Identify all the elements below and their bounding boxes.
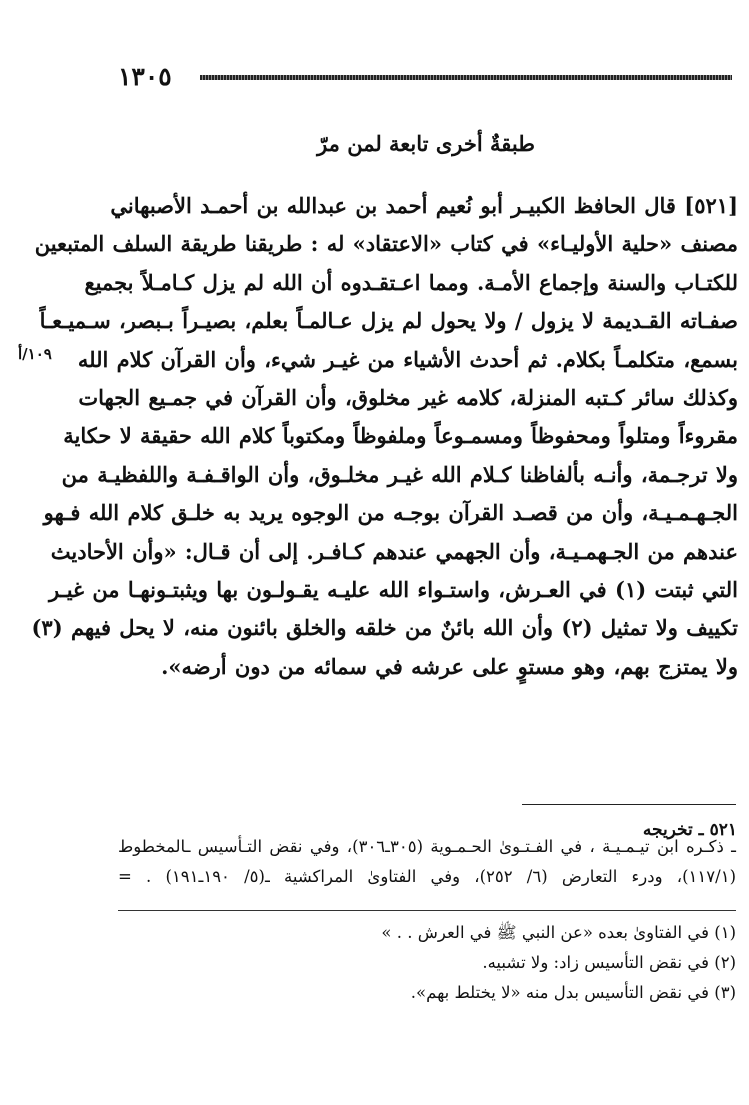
margin-folio-note: ١٠٩/أ	[18, 345, 52, 363]
takhrij-line: ـ ذكـره ابن تيـمـيـة ، في الفـتـوىٰ الحـمـوية (٣٠٥ـ٣٠٦)، وفي نقض التـأسيس ـالمخطوط	[118, 837, 736, 856]
text-line: مقروءاً ومتلواً ومحفوظاً ومسمـوعاً وملفوظاً ومكتوباً كلام الله حقيقة لا حكاية	[63, 423, 738, 449]
text-line: بسمع، متكلمـاً بكلام. ثم أحدث الأشياء من غيـر شيء، وأن القرآن كلام الله	[77, 346, 738, 372]
footnote: (١) في الفتاوىٰ بعده «عن النبي ﷺ في العرش . . »	[381, 923, 736, 942]
text-line: ولا يمتزج بهم، وهو مستوٍ على عرشه في سمائه من دون أرضه».	[161, 653, 738, 679]
takhrij-line: (١١٧/١)، ودرء التعارض (٦/ ٢٥٢)، وفي الفتاوىٰ المراكشية ـ(٥/ ١٩٠ـ١٩١) . =	[118, 866, 736, 886]
text-line: للكتـاب والسنة وإجماع الأمـة. ومما اعـتقـدوه أن الله لم يزل كـامـلاً بجميع	[84, 269, 738, 295]
footnote: (٢) في نقض التأسيس زاد: ولا تشبيه.	[482, 953, 736, 972]
text-line: الجـهـمـيـة، وأن من قصـد القرآن بوجـه من الوجوه يريد به خلـق كلام الله فـهو	[43, 500, 738, 526]
page-header	[118, 60, 736, 94]
header-rule	[200, 75, 732, 80]
takhrij-text	[118, 832, 736, 891]
text-line: تكييف ولا تمثيل (٢) وأن الله بائنٌ من خلقه والخلق بائنون منه، لا يحل فيهم (٣)	[31, 615, 738, 641]
text-line: ولا ترجـمة، وأنـه بألفاظنا كـلام الله غيـر مخلـوق، وأن الواقـفـة واللفظيـة من	[61, 461, 738, 487]
text-line: صفـاته القـديمة لا يزول / ولا يحول لم يزل عـالمـاً بعلم، بصيـراً بـبصر، سـميـعـاً	[39, 308, 738, 334]
text-line: [٥٢١] قال الحافظ الكبيـر أبو نُعيم أحمد بن عبدالله بن أحمـد الأصبهاني	[110, 193, 738, 218]
text-line: عندهم من الجـهمـيـة، وأن الجهمي عندهم كـافـر. إلى أن قـال: «وأن الأحاديث	[50, 538, 738, 564]
footnote-separator	[118, 910, 736, 911]
footnote: (٣) في نقض التأسيس بدل منه «لا يختلط بهم».	[410, 983, 736, 1002]
takhrij-separator	[522, 804, 736, 805]
text-line: مصنف «حلية الأوليـاء» في كتاب «الاعتقاد» له : طريقنا طريقة السلف المتبعين	[34, 231, 738, 257]
footnotes	[118, 918, 736, 1008]
takhrij-heading: ٥٢١ ـ تخريجه	[642, 820, 737, 840]
page-number: ١٣٠٥	[118, 62, 172, 91]
text-line: وكذلك سائر كـتبه المنزلة، كلامه غير مخلوق، وأن القرآن في جمـيع الجهات	[78, 384, 738, 410]
text-line: التي ثبتت (١) في العـرش، واستـواء الله عليـه يقـولـون بها ويثبتـونهـا من غيـر	[48, 576, 738, 602]
section-title: طبقةٌ أخرى تابعة لمن مرّ	[317, 131, 535, 156]
